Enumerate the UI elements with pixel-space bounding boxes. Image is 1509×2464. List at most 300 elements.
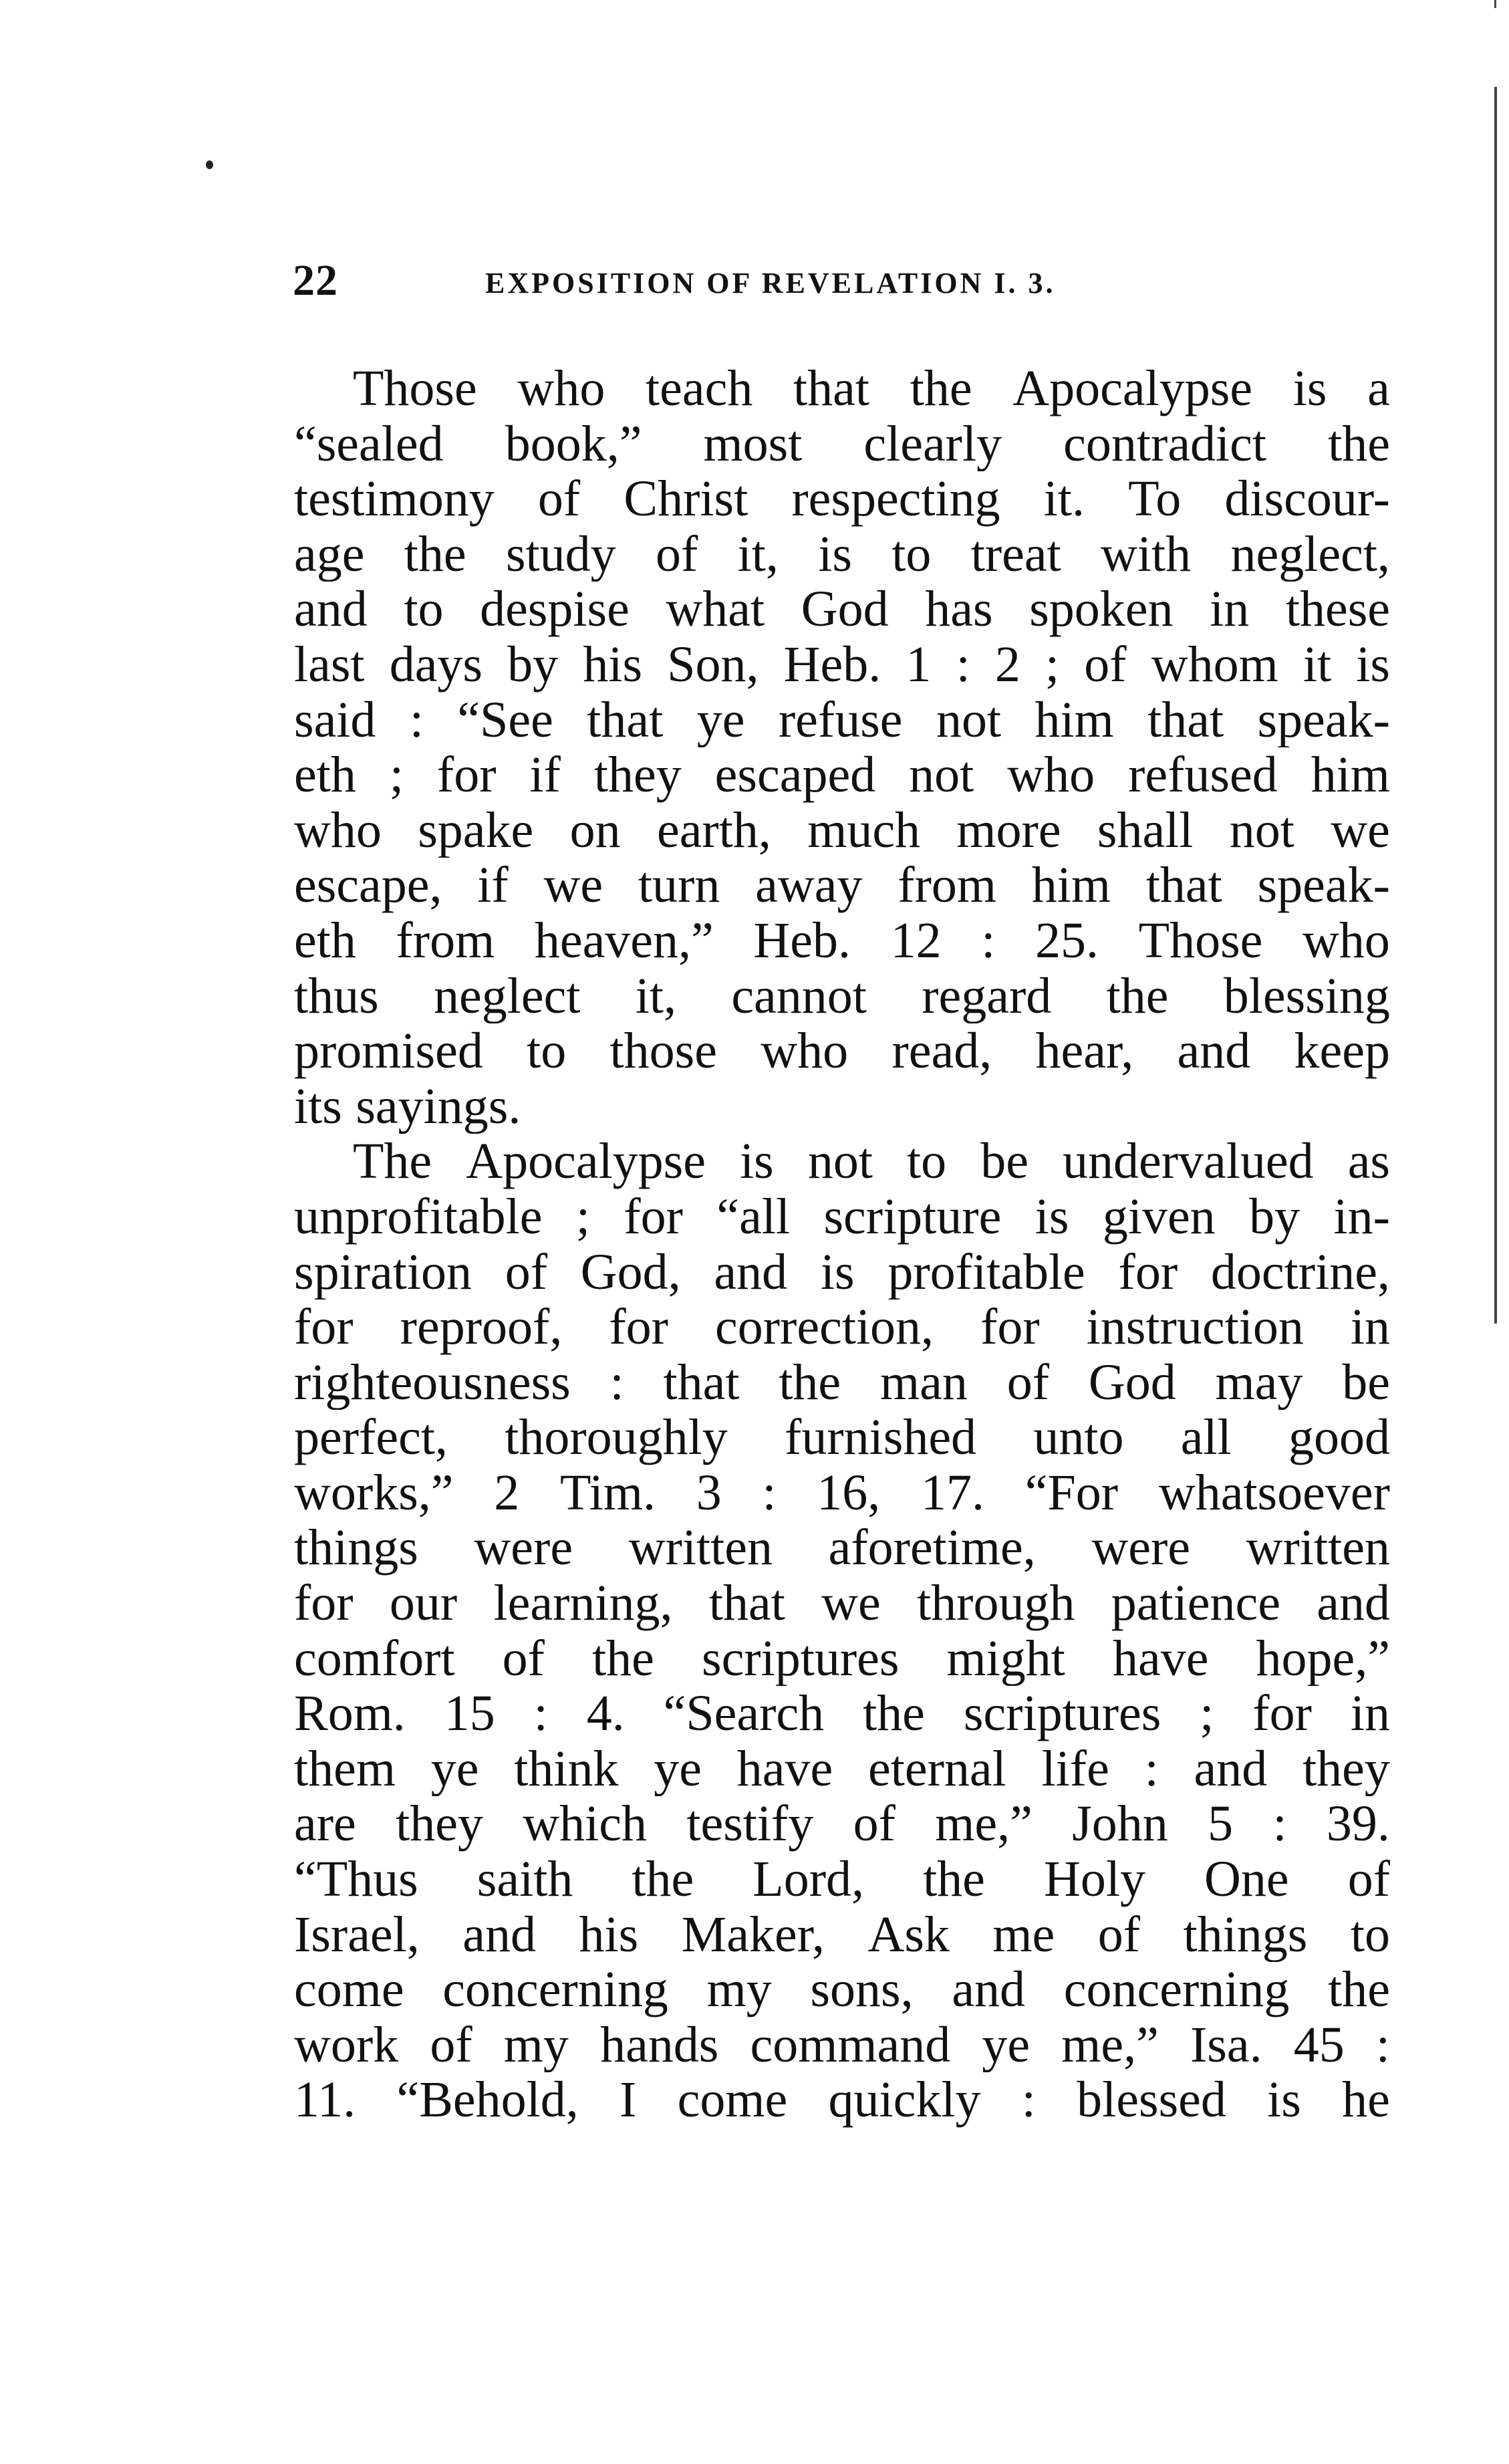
- word: might: [946, 1630, 1065, 1687]
- word: 39.: [1326, 1796, 1390, 1852]
- text-line: [294, 1079, 1390, 1134]
- word: the: [1328, 416, 1390, 472]
- word: Rom.: [294, 1686, 406, 1741]
- word: John: [1072, 1796, 1168, 1852]
- word: God: [1088, 1354, 1176, 1410]
- text-line: [294, 1631, 1390, 1687]
- word: the: [923, 1852, 985, 1907]
- text-line: [294, 1962, 1390, 2017]
- word: away: [755, 858, 863, 913]
- word: “For: [1024, 1465, 1119, 1521]
- word: Apocalypse: [466, 1134, 706, 1189]
- word: Lord,: [752, 1852, 865, 1907]
- word: heaven,”: [534, 912, 714, 969]
- word: Tim.: [559, 1465, 656, 1521]
- text-line: [294, 1465, 1390, 1521]
- word: ye: [654, 1741, 702, 1797]
- word: concerning: [442, 1962, 668, 2017]
- page-number: 22: [293, 256, 338, 305]
- word: the: [632, 1852, 694, 1907]
- word: scripture: [823, 1189, 1002, 1245]
- word: despise: [480, 582, 630, 637]
- word: 2: [494, 1465, 520, 1521]
- running-title: EXPOSITION OF REVELATION I. 3.: [485, 267, 1056, 299]
- text-line: [294, 637, 1390, 693]
- word: him: [1031, 858, 1111, 913]
- word: in: [1350, 1300, 1390, 1355]
- word: they: [1302, 1741, 1390, 1797]
- word: things: [294, 1520, 418, 1576]
- word: who: [1302, 912, 1390, 969]
- word: whatsoever: [1158, 1465, 1390, 1521]
- word: my: [706, 1962, 772, 2017]
- word: of: [502, 1630, 545, 1687]
- word: unto: [1033, 1410, 1124, 1465]
- word: concerning: [1063, 1962, 1290, 2017]
- word: patience: [1111, 1576, 1280, 1631]
- word: comfort: [294, 1630, 455, 1687]
- text-line: [294, 1520, 1390, 1576]
- word: to: [907, 1134, 947, 1189]
- word: sons,: [810, 1962, 914, 2017]
- word: :: [609, 1354, 624, 1410]
- word: book,”: [505, 416, 642, 472]
- word: for: [980, 1300, 1040, 1355]
- word: 12: [890, 912, 942, 969]
- word: more: [956, 802, 1061, 858]
- word: from: [396, 912, 495, 969]
- word: scriptures: [702, 1630, 900, 1687]
- word: by: [1249, 1189, 1300, 1245]
- word: are: [294, 1796, 356, 1852]
- word: spake: [418, 802, 534, 858]
- word: ye: [430, 1741, 479, 1797]
- word: furnished: [785, 1410, 977, 1465]
- word: 17.: [921, 1465, 985, 1521]
- word: we: [1331, 802, 1390, 858]
- text-line: [294, 1907, 1390, 1963]
- word: of: [853, 1796, 896, 1852]
- word: 16,: [817, 1465, 881, 1521]
- word: “Search: [663, 1686, 825, 1741]
- word: not: [936, 692, 1002, 748]
- word: him: [1311, 747, 1390, 803]
- word: God,: [580, 1244, 681, 1300]
- word: refused: [1128, 747, 1278, 803]
- word: think: [514, 1741, 619, 1797]
- word: testify: [686, 1796, 814, 1852]
- word: be: [980, 1134, 1028, 1189]
- word: :: [1375, 2017, 1390, 2073]
- word: to: [1350, 1906, 1390, 1963]
- word: good: [1288, 1410, 1390, 1465]
- word: To: [1128, 471, 1182, 527]
- word: quickly: [828, 2072, 981, 2128]
- word: 1: [906, 636, 932, 693]
- word: which: [523, 1796, 648, 1852]
- word: is: [1267, 2072, 1301, 2128]
- word: we: [543, 858, 603, 913]
- word: Maker,: [681, 1906, 825, 1963]
- word: 5: [1208, 1796, 1234, 1852]
- word: a: [1367, 361, 1390, 416]
- word: escaped: [714, 747, 876, 803]
- word: not: [1229, 802, 1294, 858]
- word: spoken: [1029, 582, 1174, 637]
- text-line: [294, 803, 1390, 858]
- word: cannot: [731, 968, 867, 1024]
- word: Son,: [667, 636, 759, 693]
- word: much: [807, 802, 921, 858]
- word: and: [294, 582, 368, 637]
- word: profitable: [887, 1244, 1085, 1300]
- word: correction,: [715, 1300, 934, 1355]
- word: shall: [1097, 802, 1194, 858]
- word: in: [1210, 582, 1250, 637]
- word: Holy: [1043, 1852, 1145, 1907]
- word: works,”: [294, 1465, 454, 1521]
- word: and: [714, 1244, 788, 1300]
- text-line: [294, 1796, 1390, 1852]
- word: testimony: [294, 471, 495, 527]
- word: hands: [600, 2017, 719, 2073]
- word: not: [807, 1134, 873, 1189]
- word: respecting: [791, 471, 1000, 527]
- word: learning,: [493, 1576, 673, 1631]
- word: and: [1177, 1023, 1251, 1079]
- word: his: [583, 636, 643, 693]
- word: blessed: [1077, 2072, 1226, 2128]
- word: 3: [696, 1465, 722, 1521]
- word: eth: [294, 747, 356, 803]
- word: it: [1302, 636, 1332, 693]
- word: them: [294, 1741, 396, 1797]
- word: One: [1204, 1852, 1289, 1907]
- word: and: [462, 1906, 536, 1963]
- word: in: [1350, 1686, 1390, 1741]
- word: they: [396, 1796, 483, 1852]
- word: “Thus: [294, 1852, 418, 1907]
- word: clearly: [863, 416, 1002, 472]
- word: Apocalypse: [1012, 361, 1253, 416]
- word: speak-: [1257, 692, 1390, 748]
- word: of: [656, 526, 698, 582]
- word: contradict: [1063, 416, 1267, 472]
- word: 25.: [1035, 912, 1099, 969]
- page-edge-line: [1494, 87, 1497, 1324]
- word: Heb.: [783, 636, 881, 693]
- word: instruction: [1086, 1300, 1304, 1355]
- word: me: [992, 1906, 1055, 1963]
- word: were: [1091, 1520, 1191, 1576]
- text-line: [294, 913, 1390, 969]
- word: is: [1035, 1189, 1069, 1245]
- word: me,”: [1061, 2017, 1159, 2073]
- word: is: [820, 1244, 855, 1300]
- word: blessing: [1223, 968, 1390, 1024]
- word: to: [404, 582, 444, 637]
- text-line: [294, 747, 1390, 803]
- word: for: [294, 1300, 354, 1355]
- word: of: [505, 1244, 548, 1300]
- word: command: [750, 2017, 951, 2073]
- word: ;: [575, 1189, 590, 1245]
- word: of: [1006, 1354, 1049, 1410]
- word: thoroughly: [505, 1410, 728, 1465]
- word: Those: [353, 361, 477, 416]
- word: as: [1347, 1134, 1390, 1189]
- word: whom: [1151, 636, 1278, 693]
- word: :: [956, 636, 970, 693]
- text-line: [294, 1576, 1390, 1631]
- word: what: [666, 582, 765, 637]
- word: ye: [982, 2017, 1031, 2073]
- word: it,: [737, 526, 779, 582]
- word: escape,: [294, 858, 442, 913]
- word: through: [917, 1576, 1075, 1631]
- word: Heb.: [753, 912, 851, 969]
- word: read,: [891, 1023, 992, 1079]
- word: God: [801, 582, 889, 637]
- word: teach: [646, 361, 753, 416]
- word: to: [527, 1023, 567, 1079]
- word: study: [505, 526, 616, 582]
- word: these: [1285, 582, 1390, 637]
- word: sayings.: [356, 1078, 521, 1134]
- text-line: [294, 361, 1390, 416]
- word: to: [891, 526, 932, 582]
- word: for: [1252, 1686, 1312, 1741]
- word: 15: [444, 1686, 495, 1741]
- word: our: [389, 1576, 458, 1631]
- word: its: [294, 1078, 342, 1134]
- word: Israel,: [294, 1906, 420, 1963]
- word: the: [1328, 1962, 1390, 2017]
- word: they: [593, 747, 682, 803]
- text-line: [294, 2017, 1390, 2073]
- word: given: [1102, 1189, 1216, 1245]
- word: of: [1347, 1852, 1390, 1907]
- word: his: [579, 1906, 639, 1963]
- word: neglect,: [1230, 526, 1390, 582]
- word: spiration: [294, 1244, 472, 1300]
- word: discour-: [1224, 471, 1390, 527]
- word: man: [880, 1354, 968, 1410]
- word: eth: [294, 912, 356, 969]
- word: Ask: [867, 1906, 950, 1963]
- word: is: [1292, 361, 1327, 416]
- word: “sealed: [294, 416, 444, 472]
- text-line: [294, 1852, 1390, 1907]
- word: :: [533, 1686, 548, 1741]
- word: the: [1106, 968, 1169, 1024]
- word: me,”: [935, 1796, 1033, 1852]
- word: neglect: [434, 968, 581, 1024]
- text-line: [294, 1300, 1390, 1355]
- word: for: [1118, 1244, 1178, 1300]
- text-line: [294, 693, 1390, 748]
- text-line: [294, 1410, 1390, 1465]
- word: regard: [922, 968, 1052, 1024]
- word: by: [507, 636, 559, 693]
- word: and: [1317, 1576, 1390, 1631]
- text-line: [294, 582, 1390, 637]
- word: who: [517, 361, 605, 416]
- word: and: [1194, 1741, 1268, 1797]
- word: days: [389, 636, 483, 693]
- word: it,: [635, 968, 676, 1024]
- word: of: [430, 2017, 472, 2073]
- word: hope,”: [1256, 1630, 1390, 1687]
- word: unprofitable: [294, 1189, 543, 1245]
- word: come: [294, 1962, 404, 2017]
- word: “Behold,: [396, 2072, 579, 2128]
- word: earth,: [656, 802, 771, 858]
- text-line: [294, 1245, 1390, 1300]
- word: him: [1035, 692, 1114, 748]
- word: we: [821, 1576, 881, 1631]
- word: speak-: [1257, 858, 1390, 913]
- word: 45: [1293, 2017, 1345, 2073]
- word: I: [620, 2072, 637, 2128]
- text-line: [294, 416, 1390, 472]
- word: saith: [476, 1852, 573, 1907]
- word: in-: [1333, 1189, 1390, 1245]
- body-text: [294, 361, 1390, 2128]
- word: Those: [1138, 912, 1263, 969]
- word: if: [529, 747, 561, 803]
- text-line: [294, 1686, 1390, 1741]
- word: if: [477, 858, 509, 913]
- word: eternal: [868, 1741, 1006, 1797]
- text-line: [294, 969, 1390, 1024]
- word: is: [818, 526, 852, 582]
- text-line: [294, 1134, 1390, 1189]
- word: on: [569, 802, 621, 858]
- word: life: [1041, 1741, 1109, 1797]
- word: for: [436, 747, 497, 803]
- word: promised: [294, 1023, 483, 1079]
- word: “See: [457, 692, 553, 748]
- text-line: [294, 1189, 1390, 1245]
- word: undervalued: [1063, 1134, 1314, 1189]
- text-line: [294, 471, 1390, 527]
- word: work: [294, 2017, 399, 2073]
- word: for: [624, 1189, 683, 1245]
- word: all: [1180, 1410, 1232, 1465]
- word: righteousness: [294, 1354, 571, 1410]
- word: who: [761, 1023, 849, 1079]
- word: ;: [389, 747, 404, 803]
- word: may: [1215, 1354, 1303, 1410]
- word: who: [294, 802, 382, 858]
- word: were: [474, 1520, 573, 1576]
- word: refuse: [778, 692, 903, 748]
- word: be: [1342, 1354, 1390, 1410]
- word: turn: [638, 858, 720, 913]
- word: said: [294, 692, 376, 748]
- word: 11.: [294, 2072, 356, 2128]
- word: not: [909, 747, 974, 803]
- word: that: [663, 1354, 740, 1410]
- word: reproof,: [400, 1300, 563, 1355]
- text-line: [294, 1023, 1390, 1079]
- word: that: [793, 361, 870, 416]
- word: those: [609, 1023, 717, 1079]
- word: of: [1097, 1906, 1141, 1963]
- word: is: [740, 1134, 774, 1189]
- word: my: [503, 2017, 569, 2073]
- word: :: [981, 912, 996, 969]
- word: :: [1272, 1796, 1287, 1852]
- word: perfect,: [294, 1410, 448, 1465]
- word: Isa.: [1190, 2017, 1262, 2073]
- word: treat: [970, 526, 1061, 582]
- word: come: [677, 2072, 788, 2128]
- word: doctrine,: [1210, 1244, 1390, 1300]
- text-line: [294, 1741, 1390, 1797]
- word: :: [1021, 2072, 1036, 2128]
- word: Christ: [624, 471, 748, 527]
- word: things: [1183, 1906, 1308, 1963]
- word: the: [404, 526, 466, 582]
- word: :: [409, 692, 424, 748]
- word: last: [294, 636, 365, 693]
- word: of: [1084, 636, 1127, 693]
- word: the: [863, 1686, 925, 1741]
- word: is: [1356, 636, 1390, 693]
- text-line: [294, 858, 1390, 913]
- word: 2: [994, 636, 1020, 693]
- page-edge-mark: [1494, 0, 1496, 8]
- page-header: [293, 255, 1389, 316]
- word: that: [708, 1576, 785, 1631]
- word: of: [537, 471, 581, 527]
- word: with: [1101, 526, 1192, 582]
- word: and: [952, 1962, 1026, 2017]
- word: 4.: [586, 1686, 625, 1741]
- word: “all: [716, 1189, 791, 1245]
- word: scriptures: [963, 1686, 1161, 1741]
- word: the: [910, 361, 972, 416]
- word: the: [592, 1630, 654, 1687]
- text-line: [294, 527, 1390, 582]
- word: ;: [1200, 1686, 1214, 1741]
- word: that: [587, 692, 664, 748]
- word: who: [1007, 747, 1095, 803]
- word: keep: [1294, 1023, 1390, 1079]
- word: age: [294, 526, 365, 582]
- word: he: [1342, 2072, 1390, 2128]
- word: it.: [1043, 471, 1085, 527]
- word: written: [1246, 1520, 1390, 1576]
- word: :: [762, 1465, 777, 1521]
- text-line: [294, 1355, 1390, 1410]
- word: have: [1112, 1630, 1209, 1687]
- word: that: [1147, 692, 1224, 748]
- word: aforetime,: [828, 1520, 1036, 1576]
- word: The: [353, 1134, 432, 1189]
- word: ;: [1045, 636, 1060, 693]
- word: :: [1144, 1741, 1159, 1797]
- word: have: [736, 1741, 833, 1797]
- word: has: [925, 582, 993, 637]
- word: that: [1145, 858, 1222, 913]
- text-line: [294, 2072, 1390, 2128]
- word: hear,: [1035, 1023, 1134, 1079]
- word: from: [898, 858, 997, 913]
- word: the: [779, 1354, 841, 1410]
